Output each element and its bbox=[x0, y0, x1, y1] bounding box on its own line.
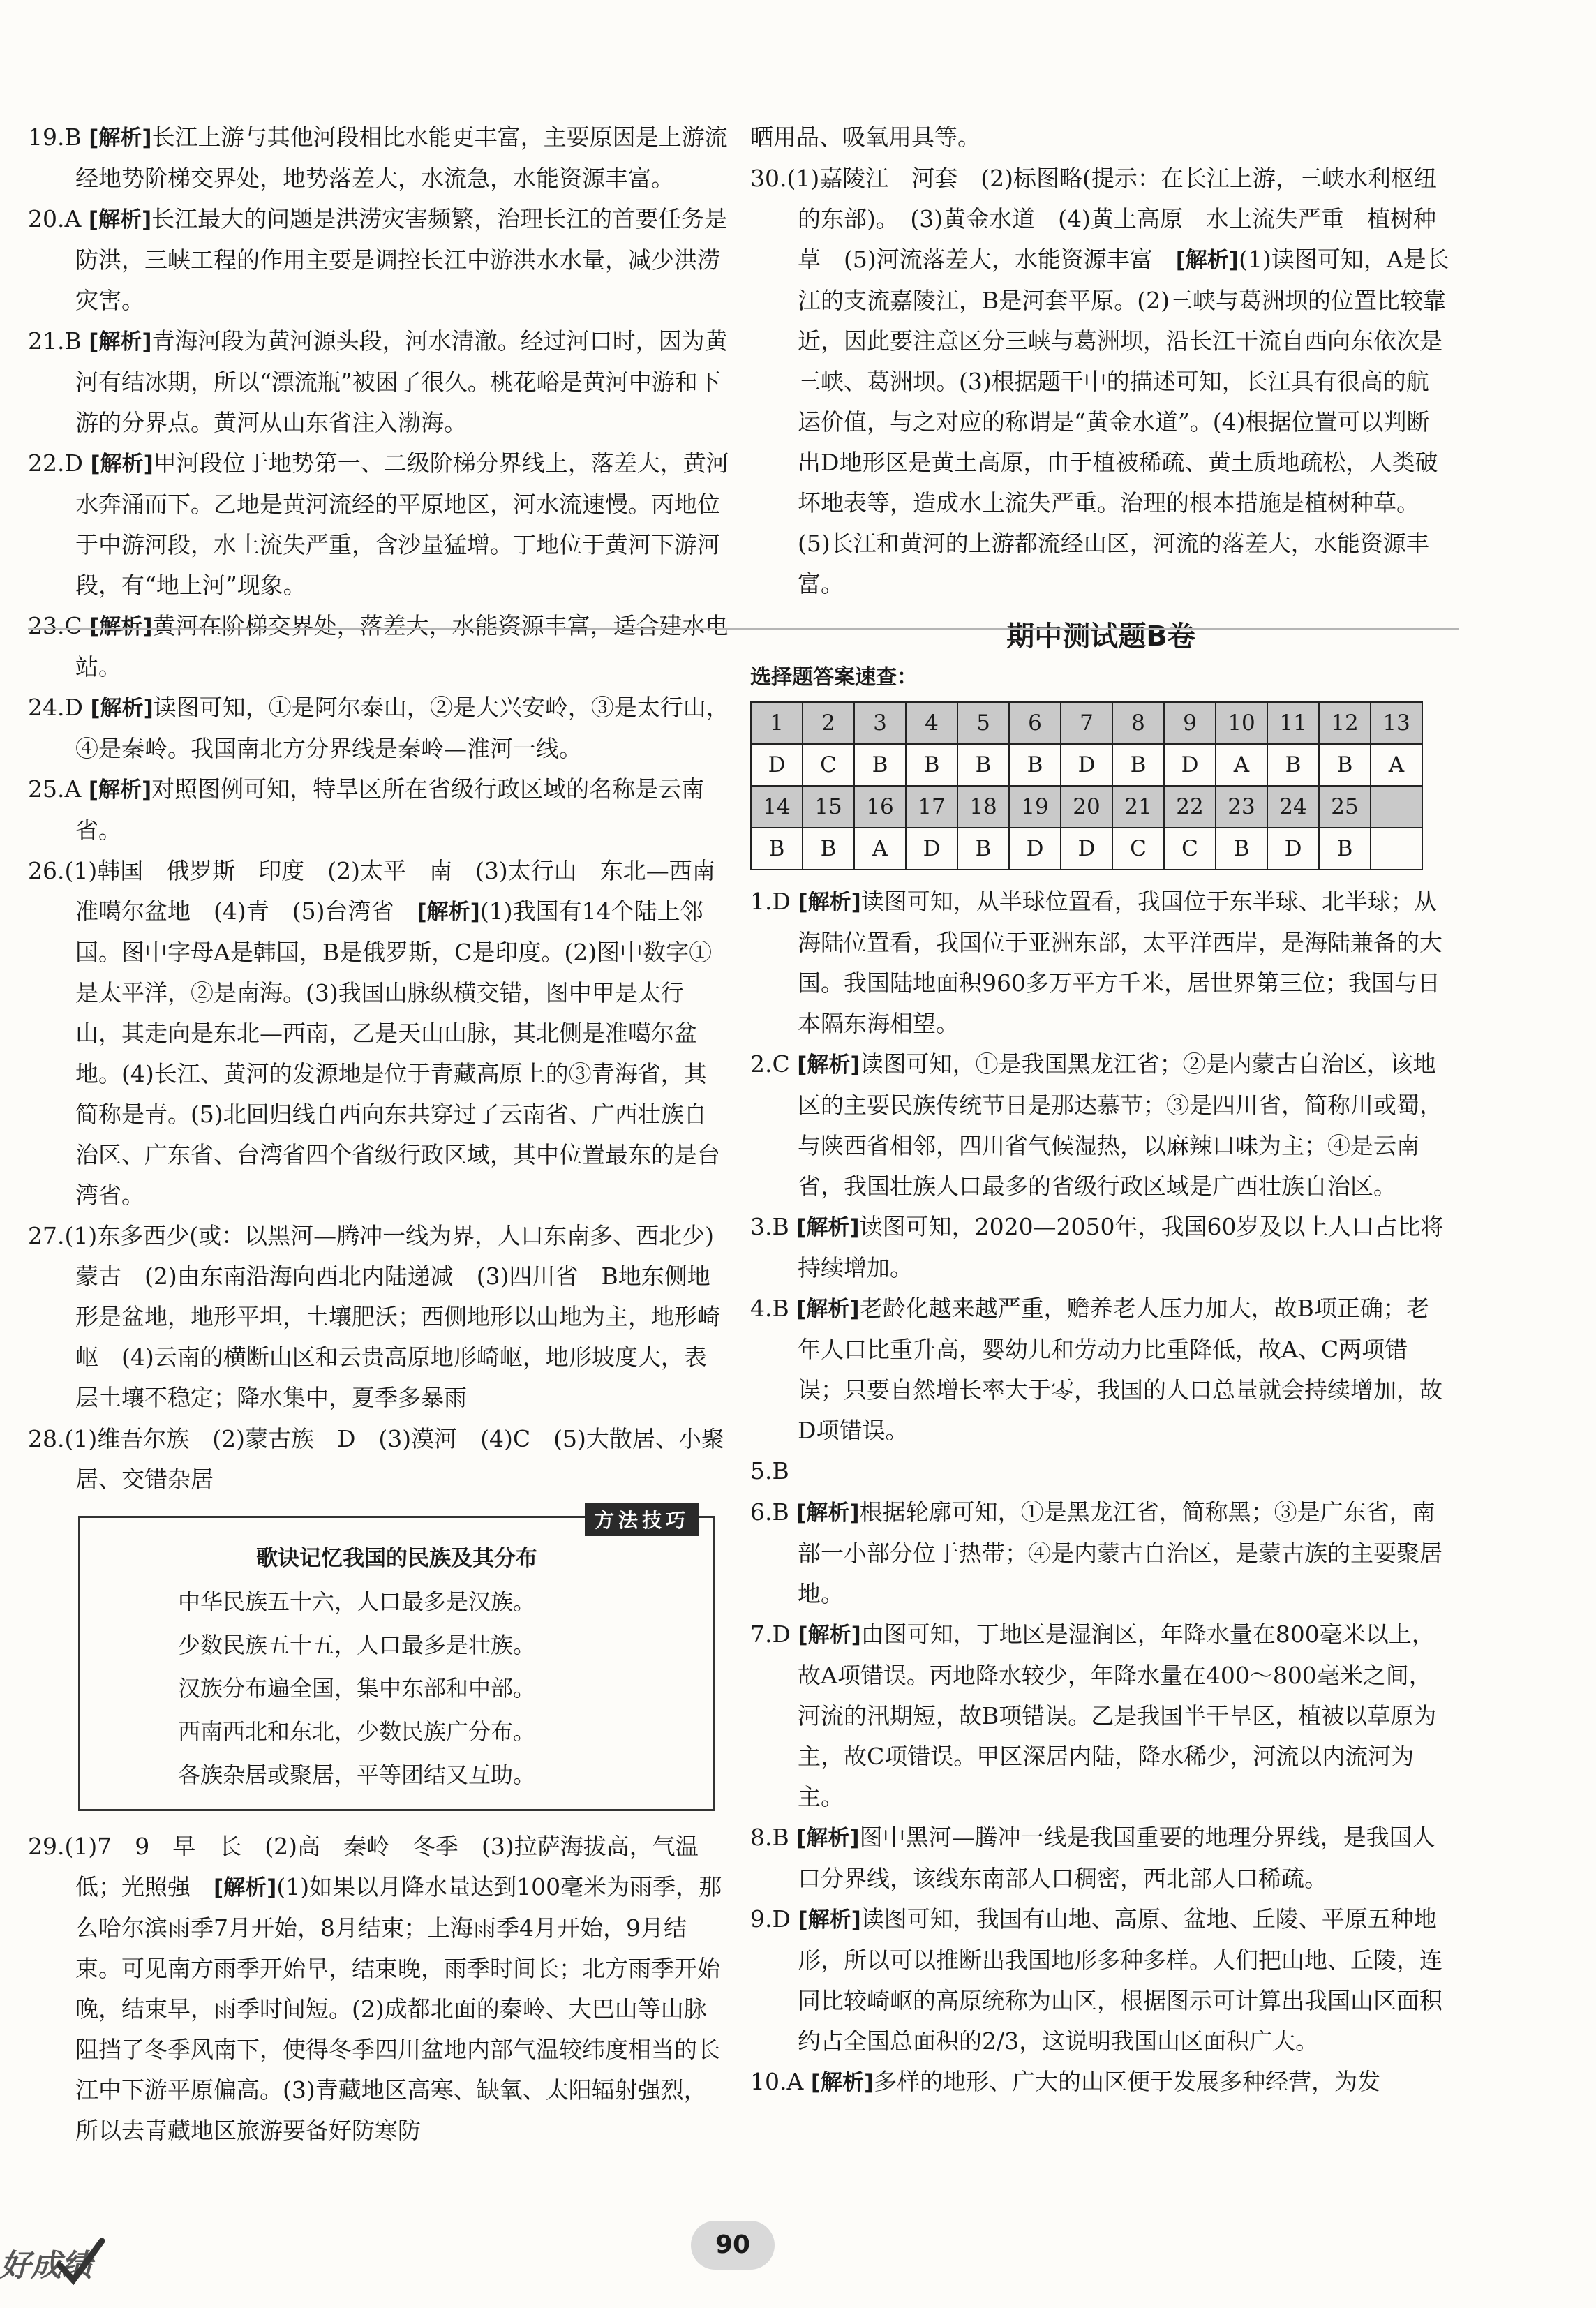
answer-item bbox=[750, 1614, 1452, 1817]
answer-key-cell: B bbox=[751, 828, 803, 870]
answer-key-cell: D bbox=[1164, 744, 1216, 786]
answer-text: 读图可知，我国有山地、高原、盆地、丘陵、平原五种地形，所以可以推断出我国地形多种多样。人们把山地、丘陵，连同比较崎岖的高原统称为山区，根据图示可计算出我国山区面积约占全国总面积的2/3，这说明我国山区面积广大。 bbox=[798, 1905, 1442, 2055]
answer-prefix: 21.B bbox=[28, 327, 89, 355]
answer-prefix: 3.B bbox=[750, 1213, 797, 1240]
answer-key-cell: 12 bbox=[1319, 702, 1371, 744]
answer-item bbox=[750, 1492, 1452, 1614]
divider bbox=[28, 628, 1459, 630]
analysis-tag: [解析] bbox=[810, 2070, 874, 2095]
answer-prefix: 5.B bbox=[750, 1457, 789, 1484]
answer-key-cell: 11 bbox=[1267, 702, 1319, 744]
analysis-tag: [解析] bbox=[89, 614, 153, 639]
answer-text: 晒用品、吸氧用具等。 bbox=[750, 124, 980, 151]
answer-key-cell: B bbox=[1112, 744, 1164, 786]
answer-text: 老龄化越来越严重，赡养老人压力加大，故B项正确；老年人口比重升高，婴幼儿和劳动力比重降低，故A、C两项错误；只要自然增长率大于零，我国的人口总量就会持续增加，故D项错误。 bbox=[798, 1295, 1442, 1444]
answer-key-cell: 9 bbox=[1164, 702, 1216, 744]
answer-key-cell: C bbox=[1164, 828, 1216, 870]
answer-key-cell: 4 bbox=[906, 702, 957, 744]
analysis-tag: [解析] bbox=[417, 900, 480, 925]
answer-text: 对照图例可知，特旱区所在省级行政区域的名称是云南省。 bbox=[75, 775, 705, 844]
answer-prefix: 6.B bbox=[750, 1498, 797, 1526]
answer-prefix: 24.D bbox=[28, 694, 91, 721]
answer-key-cell: B bbox=[854, 744, 906, 786]
analysis-tag: [解析] bbox=[90, 452, 154, 477]
answer-key-cell: A bbox=[854, 828, 906, 870]
answer-item bbox=[28, 687, 729, 769]
answer-prefix: 9.D bbox=[750, 1905, 798, 1933]
analysis-tag: [解析] bbox=[90, 696, 154, 721]
answer-key-cell: 16 bbox=[854, 786, 906, 828]
answer-key-cell: C bbox=[1112, 828, 1164, 870]
answer-key-cell: D bbox=[1061, 744, 1112, 786]
answer-item bbox=[750, 1817, 1452, 1899]
analysis-tag: [解析] bbox=[1175, 248, 1239, 273]
section-title: 期中测试题B卷 bbox=[1006, 620, 1195, 653]
answer-item bbox=[28, 1419, 729, 1501]
answer-text: 长江上游与其他河段相比水能更丰富，主要原因是上游流经地势阶梯交界处，地势落差大，水流急，水能资源丰富。 bbox=[75, 124, 728, 192]
answer-key-cell: 18 bbox=[957, 786, 1009, 828]
answer-key-cell: 24 bbox=[1267, 786, 1319, 828]
page-number: 90 bbox=[691, 2221, 775, 2270]
analysis-tag: [解析] bbox=[89, 329, 152, 355]
tip-badge: 方法技巧 bbox=[585, 1503, 699, 1536]
answer-key-cell: 15 bbox=[803, 786, 854, 828]
right-answers-continued bbox=[750, 881, 1452, 2103]
answer-text: 青海河段为黄河源头段，河水清澈。经过河口时，因为黄河有结冰期，所以“漂流瓶”被困了很久。桃花峪是黄河中游和下游的分界点。黄河从山东省注入渤海。 bbox=[75, 327, 728, 436]
left-answers-continued bbox=[28, 1826, 729, 2151]
analysis-tag: [解析] bbox=[88, 207, 152, 232]
answer-item bbox=[750, 1288, 1452, 1451]
answer-text: (1)如果以月降水量达到100毫米为雨季，那么哈尔滨雨季7月开始，8月结束；上海雨季4月开始，9月结束。可见南方雨季开始早，结束晚，雨季时间长；北方雨季开始晚，结束早，雨季时间短。(2)成都北面的秦岭、大巴山等山脉阻挡了冬季风南下，使得冬季四川盆地内部气温较纬度相当的长江中下游平原偏高。(3)青藏地区高寒、缺氧、太阳辐射强烈，所以去青藏地区旅游要备好防寒防 bbox=[75, 1873, 722, 2144]
answer-key-cell: B bbox=[1216, 828, 1267, 870]
answer-text: 由图可知，丁地区是湿润区，年降水量在800毫米以上，故A项错误。丙地降水较少，年降水量在400～800毫米之间，河流的汛期短，故B项错误。乙是我国半干旱区，植被以草原为主，故C项错误。甲区深居内陆，降水稀少，河流以内流河为主。 bbox=[798, 1621, 1437, 1810]
answer-key-cell: B bbox=[803, 828, 854, 870]
analysis-tag: [解析] bbox=[796, 1297, 860, 1322]
answer-text: 黄河在阶梯交界处，落差大，水能资源丰富，适合建水电站。 bbox=[75, 612, 729, 680]
answer-key-empty-cell bbox=[1371, 786, 1422, 828]
answer-text: 甲河段位于地势第一、二级阶梯分界线上，落差大，黄河水奔涌而下。乙地是黄河流经的平原地区，河水流速慢。丙地位于中游河段，水土流失严重，含沙量猛增。丁地位于黄河下游河段，有“地上河”现象。 bbox=[75, 449, 729, 599]
answer-item bbox=[28, 321, 729, 443]
left-column bbox=[28, 117, 738, 2151]
answer-key-cell: 5 bbox=[957, 702, 1009, 744]
analysis-tag: [解析] bbox=[797, 1052, 860, 1078]
tip-box bbox=[78, 1509, 715, 1811]
analysis-tag: [解析] bbox=[88, 777, 152, 803]
answer-key-heading: 选择题答案速查： bbox=[750, 665, 918, 690]
answer-prefix: 1.D bbox=[750, 888, 798, 915]
checkmark-icon bbox=[56, 2237, 105, 2286]
answer-prefix: 30.(1)嘉陵江 河套 (2)标图略(提示：在长江上游，三峡水利枢纽的东部)。 (3)黄金水道 (4)黄土高原 水土流失严重 植树种草 (5)河流落差大，水能资源丰富 bbox=[750, 165, 1437, 273]
answer-item bbox=[28, 1826, 729, 2151]
answer-item bbox=[28, 443, 729, 606]
answer-key-cell: D bbox=[1267, 828, 1319, 870]
answer-key-cell: 10 bbox=[1216, 702, 1267, 744]
answer-key-cell: 2 bbox=[803, 702, 854, 744]
answer-key-cell: 3 bbox=[854, 702, 906, 744]
answer-key-cell: B bbox=[957, 744, 1009, 786]
answer-key-cell: 23 bbox=[1216, 786, 1267, 828]
answer-key-cell: B bbox=[1009, 744, 1061, 786]
answer-text: (1)我国有14个陆上邻国。图中字母A是韩国，B是俄罗斯，C是印度。(2)图中数字①是太平洋，②是南海。(3)我国山脉纵横交错，图中甲是太行山，其走向是东北—西南，乙是天山山脉，其北侧是准噶尔盆地。(4)长江、黄河的发源地是位于青藏高原上的③青海省，其简称是青。(5)北回归线自西向东共穿过了云南省、广西壮族自治区、广东省、台湾省四个省级行政区域，其中位置最东的是台湾省。 bbox=[75, 898, 720, 1209]
answer-prefix: 27.(1)东多西少(或：以黑河—腾冲一线为界，人口东南多、西北少) 蒙古 (2)由东南沿海向西北内陆递减 (3)四川省 B地东侧地形是盆地，地形平坦，土壤肥沃；西侧地形以山地为主，地形崎岖 (4)云南的横断山区和云贵高原地形崎岖，地形坡度大，表层土壤不稳定；降水集中，夏季多暴雨 bbox=[28, 1222, 737, 1411]
answer-prefix: 26.(1)韩国 俄罗斯 印度 (2)太平 南 (3)太行山 东北—西南 准噶尔盆地 (4)青 (5)台湾省 bbox=[28, 857, 738, 925]
left-answers bbox=[28, 117, 738, 1501]
answer-item bbox=[28, 1216, 737, 1419]
analysis-tag: [解析] bbox=[89, 126, 152, 151]
answer-item bbox=[28, 851, 738, 1216]
answer-prefix: 25.A bbox=[28, 775, 89, 803]
answer-prefix: 20.A bbox=[28, 205, 89, 232]
answer-item bbox=[28, 117, 729, 199]
answer-key-cell: 21 bbox=[1112, 786, 1164, 828]
answer-item bbox=[750, 1899, 1452, 2062]
answer-item bbox=[750, 1451, 1452, 1492]
answer-key-cell: B bbox=[1319, 744, 1371, 786]
answer-item bbox=[750, 881, 1452, 1044]
answer-text: 多样的地形、广大的山区便于发展多种经营，为发 bbox=[874, 2068, 1381, 2095]
tip-line: 西南西北和东北，少数民族广分布。 bbox=[178, 1718, 536, 1745]
answer-key-cell: 17 bbox=[906, 786, 957, 828]
analysis-tag: [解析] bbox=[798, 890, 861, 915]
answer-text: 长江最大的问题是洪涝灾害频繁，治理长江的首要任务是防洪，三峡工程的作用主要是调控长江中游洪水水量，减少洪涝灾害。 bbox=[75, 205, 728, 314]
right-answers bbox=[750, 117, 1452, 604]
answer-text: 读图可知，①是我国黑龙江省；②是内蒙古自治区，该地区的主要民族传统节日是那达慕节；③是四川省，简称川或蜀，与陕西省相邻，四川省气候湿热，以麻辣口味为主；④是云南省，我国壮族人口最多的省级行政区域是广西壮族自治区。 bbox=[798, 1050, 1442, 1200]
answer-key-cell: 25 bbox=[1319, 786, 1371, 828]
right-column bbox=[750, 117, 1452, 2103]
answer-key-cell: 1 bbox=[751, 702, 803, 744]
answer-key-cell: 19 bbox=[1009, 786, 1061, 828]
answer-key-cell: B bbox=[957, 828, 1009, 870]
answer-item bbox=[750, 1207, 1452, 1288]
answer-item bbox=[28, 606, 729, 687]
answer-key-cell: 20 bbox=[1061, 786, 1112, 828]
answer-key-cell: A bbox=[1371, 744, 1422, 786]
answer-item bbox=[28, 769, 729, 851]
answer-prefix: 10.A bbox=[750, 2068, 811, 2095]
answer-text: 根据轮廓可知，①是黑龙江省，简称黑；③是广东省，南部一小部分位于热带；④是内蒙古自治区，是蒙古族的主要聚居地。 bbox=[798, 1498, 1442, 1607]
analysis-tag: [解析] bbox=[214, 1875, 277, 1900]
answer-key-cell: D bbox=[751, 744, 803, 786]
answer-text: 读图可知，2020—2050年，我国60岁及以上人口占比将持续增加。 bbox=[798, 1213, 1444, 1281]
answer-prefix: 23.C bbox=[28, 612, 90, 639]
answer-key-cell: B bbox=[1267, 744, 1319, 786]
tip-line: 中华民族五十六，人口最多是汉族。 bbox=[178, 1588, 536, 1615]
answer-prefix: 29.(1)7 9 早 长 (2)高 秦岭 冬季 (3)拉萨海拔高，气温低；光照强 bbox=[28, 1833, 699, 1900]
answer-key-cell: 22 bbox=[1164, 786, 1216, 828]
analysis-tag: [解析] bbox=[796, 1215, 860, 1240]
answer-item bbox=[750, 158, 1452, 604]
answer-key-empty-cell bbox=[1371, 828, 1422, 870]
answer-text: 图中黑河—腾冲一线是我国重要的地理分界线，是我国人口分界线，该线东南部人口稠密，西北部人口稀疏。 bbox=[798, 1824, 1435, 1892]
answer-key-cell: 7 bbox=[1061, 702, 1112, 744]
answer-key-cell: D bbox=[1061, 828, 1112, 870]
analysis-tag: [解析] bbox=[796, 1501, 860, 1526]
answer-key-cell: A bbox=[1216, 744, 1267, 786]
answer-key-cell: 13 bbox=[1371, 702, 1422, 744]
answer-item bbox=[750, 117, 1452, 158]
tip-line: 少数民族五十五，人口最多是壮族。 bbox=[178, 1632, 536, 1658]
answer-key-cell: 8 bbox=[1112, 702, 1164, 744]
answer-prefix: 22.D bbox=[28, 449, 91, 477]
answer-prefix: 4.B bbox=[750, 1295, 797, 1322]
answer-text: 读图可知，①是阿尔泰山，②是大兴安岭，③是太行山，④是秦岭。我国南北方分界线是秦岭—淮河一线。 bbox=[75, 694, 729, 762]
answer-key-cell: 14 bbox=[751, 786, 803, 828]
brand-logo: 好成绩 bbox=[0, 2248, 92, 2284]
answer-prefix: 8.B bbox=[750, 1824, 797, 1851]
tip-title: 歌诀记忆我国的民族及其分布 bbox=[256, 1546, 537, 1571]
answer-item bbox=[750, 1044, 1452, 1207]
answer-prefix: 7.D bbox=[750, 1621, 798, 1648]
answer-item bbox=[28, 199, 729, 321]
analysis-tag: [解析] bbox=[796, 1826, 860, 1851]
answer-prefix: 19.B bbox=[28, 124, 89, 151]
answer-prefix: 28.(1)维吾尔族 (2)蒙古族 D (3)漠河 (4)C (5)大散居、小聚居、交错杂居 bbox=[28, 1425, 724, 1493]
answer-key-cell: B bbox=[1319, 828, 1371, 870]
answer-key-cell: 6 bbox=[1009, 702, 1061, 744]
answer-key-cell: D bbox=[1009, 828, 1061, 870]
analysis-tag: [解析] bbox=[798, 1907, 861, 1933]
answer-text: 读图可知，从半球位置看，我国位于东半球、北半球；从海陆位置看，我国位于亚洲东部，太平洋西岸，是海陆兼备的大国。我国陆地面积960多万平方千米，居世界第三位；我国与日本隔东海相望。 bbox=[798, 888, 1442, 1037]
answer-key-cell: C bbox=[803, 744, 854, 786]
tip-line: 汉族分布遍全国，集中东部和中部。 bbox=[178, 1675, 536, 1702]
answer-key-table bbox=[750, 701, 1423, 870]
analysis-tag: [解析] bbox=[798, 1623, 861, 1648]
answer-key-cell: B bbox=[906, 744, 957, 786]
answer-prefix: 2.C bbox=[750, 1050, 798, 1078]
tip-line: 各族杂居或聚居，平等团结又互助。 bbox=[178, 1762, 536, 1788]
answer-item bbox=[750, 2062, 1452, 2103]
answer-key-cell: D bbox=[906, 828, 957, 870]
answer-text: (1)读图可知，A是长江的支流嘉陵江，B是河套平原。(2)三峡与葛洲坝的位置比较靠近，因此要注意区分三峡与葛洲坝，沿长江干流自西向东依次是三峡、葛洲坝。(3)根据题干中的描述可知，长江具有很高的航运价值，与之对应的称谓是“黄金水道”。(4)根据位置可以判断出D地形区是黄土高原，由于植被稀疏、黄土质地疏松，人类破坏地表等，造成水土流失严重。治理的根本措施是植树种草。(5)长江和黄河的上游都流经山区，河流的落差大，水能资源丰富。 bbox=[798, 246, 1449, 597]
